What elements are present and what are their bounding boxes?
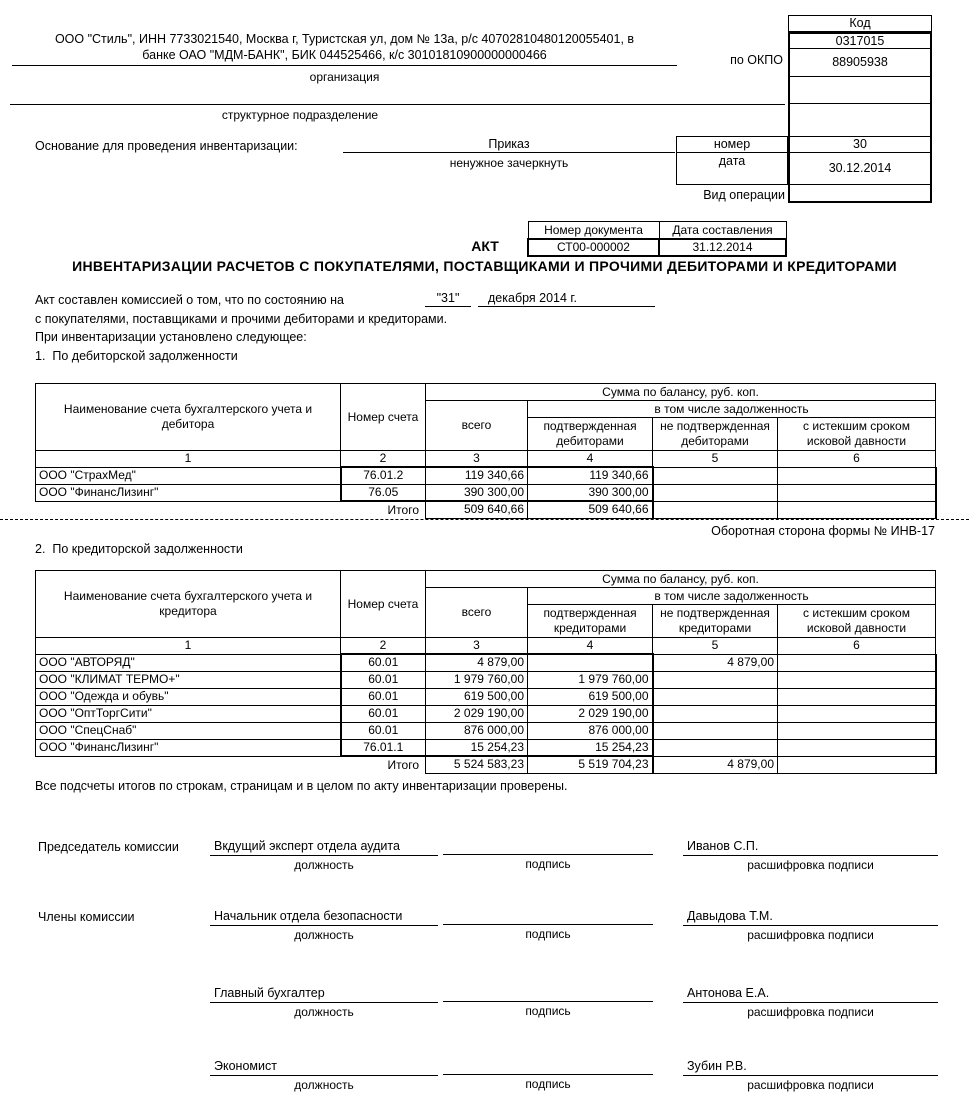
signature-name-value: Давыдова Т.М. [683, 908, 938, 926]
organization-line-2: банке ОАО "МДМ-БАНК", БИК 044525466, к/с 30101810900000000466 [142, 48, 547, 62]
cell-account: 60.01 [341, 705, 426, 722]
intro-line-1 [35, 291, 935, 309]
signature-row-member [38, 908, 938, 950]
cell-account: 60.01 [341, 671, 426, 688]
signature-name-block [683, 985, 938, 1019]
signature-name-block [683, 838, 938, 872]
cell-confirmed: 119 340,66 [528, 467, 653, 484]
col-num: 6 [778, 451, 936, 468]
total-sum: 509 640,66 [426, 501, 528, 518]
sign-caption: подпись [525, 1077, 571, 1091]
signature-row-member [38, 985, 938, 1027]
total-label: Итого [387, 502, 419, 517]
col-header-name: Наименование счета бухгалтерского учета и кредитора [36, 571, 341, 638]
cell-total: 390 300,00 [426, 484, 528, 501]
subdivision-caption: структурное подразделение [221, 108, 379, 122]
col-header-sum: Сумма по балансу, руб. коп. [426, 571, 936, 588]
signature-position-block [210, 1058, 438, 1092]
subdivision-ruled-line [10, 104, 785, 105]
organization-caption: организация [309, 70, 380, 84]
name-caption: расшифровка подписи [747, 858, 874, 872]
cell-unconfirmed [653, 739, 778, 756]
basis-date-value: 30.12.2014 [790, 153, 930, 185]
intro-line-2: с покупателями, поставщиками и прочими дебиторами и кредиторами. [35, 312, 448, 326]
totals-check-note: Все подсчеты итогов по строкам, страницам и в целом по акту инвентаризации проверены. [35, 779, 568, 793]
creditors-table [35, 570, 937, 774]
operation-type-label: Вид операции [703, 188, 785, 202]
signature-sign-block [443, 1058, 653, 1091]
sign-caption: подпись [525, 927, 571, 941]
col-num: 4 [528, 451, 653, 468]
col-header-expired: с истекшим сроком исковой давности [778, 418, 936, 451]
col-header-including: в том числе задолженность [528, 401, 936, 418]
cell-expired [778, 467, 936, 484]
number-date-label-box [676, 136, 788, 185]
cell-confirmed: 619 500,00 [528, 688, 653, 705]
intro-day-value: "31" [425, 291, 471, 307]
basis-value: Приказ [343, 137, 675, 153]
signature-sign-block [443, 985, 653, 1018]
total-unconfirmed: 4 879,00 [653, 756, 778, 773]
col-header-confirmed: подтвержденная дебиторами [528, 418, 653, 451]
col-num: 1 [36, 638, 341, 655]
col-header-total: всего [426, 588, 528, 638]
empty-code-cell [790, 77, 930, 104]
col-header-sum: Сумма по балансу, руб. коп. [426, 384, 936, 401]
act-label: АКТ [471, 238, 499, 254]
cell-confirmed: 876 000,00 [528, 722, 653, 739]
debtors-table [35, 383, 937, 519]
intro-month-value: декабря 2014 г. [478, 291, 655, 307]
cell-total: 4 879,00 [426, 654, 528, 671]
cell-total: 2 029 190,00 [426, 705, 528, 722]
form-code-value: 0317015 [790, 34, 930, 49]
signature-name-block [683, 908, 938, 942]
page-break-dashed-line [0, 519, 969, 520]
col-num: 2 [341, 451, 426, 468]
cell-expired [778, 484, 936, 501]
signature-position-block [210, 838, 438, 872]
signature-sign-block [443, 838, 653, 871]
cell-expired [778, 739, 936, 756]
cell-account: 60.01 [341, 688, 426, 705]
col-num: 4 [528, 638, 653, 655]
cell-account: 76.05 [341, 484, 426, 501]
position-caption: должность [294, 1005, 354, 1019]
cell-creditor-name: ООО "СпецСнаб" [36, 722, 341, 739]
cell-expired [778, 688, 936, 705]
signature-position-value: Начальник отдела безопасности [210, 908, 438, 926]
cell-total: 619 500,00 [426, 688, 528, 705]
cell-expired [778, 722, 936, 739]
signature-name-value: Зубин Р.В. [683, 1058, 938, 1076]
signature-row-member [38, 1058, 938, 1100]
cell-unconfirmed [653, 467, 778, 484]
col-header-account: Номер счета [341, 384, 426, 451]
okpo-value: 88905938 [790, 49, 930, 77]
col-num: 1 [36, 451, 341, 468]
signature-position-value: Вкдущий эксперт отдела аудита [210, 838, 438, 856]
intro-line-3: При инвентаризации установлено следующее: [35, 330, 307, 344]
col-num: 5 [653, 638, 778, 655]
reverse-side-note: Оборотная сторона формы № ИНВ-17 [711, 524, 935, 538]
signature-position-value: Главный бухгалтер [210, 985, 438, 1003]
total-sum: 5 524 583,23 [426, 756, 528, 773]
cell-total: 119 340,66 [426, 467, 528, 484]
cell-expired [778, 671, 936, 688]
cell-expired [778, 654, 936, 671]
signature-line [443, 985, 653, 1002]
cell-total: 1 979 760,00 [426, 671, 528, 688]
cell-creditor-name: ООО "Одежда и обувь" [36, 688, 341, 705]
signature-sign-block [443, 908, 653, 941]
total-unconfirmed [653, 501, 778, 518]
signature-line [443, 1058, 653, 1075]
signature-position-value: Экономист [210, 1058, 438, 1076]
col-header-total: всего [426, 401, 528, 451]
position-caption: должность [294, 858, 354, 872]
basis-label: Основание для проведения инвентаризации: [35, 139, 298, 153]
signature-name-value: Антонова Е.А. [683, 985, 938, 1003]
col-header-expired: с истекшим сроком исковой давности [778, 605, 936, 638]
signature-group-label: Члены комиссии [38, 910, 135, 924]
position-caption: должность [294, 1078, 354, 1092]
signature-name-value: Иванов С.П. [683, 838, 938, 856]
doc-number-value: СТ00-000002 [528, 239, 659, 256]
cell-unconfirmed [653, 484, 778, 501]
name-caption: расшифровка подписи [747, 1005, 874, 1019]
col-header-name: Наименование счета бухгалтерского учета и дебитора [36, 384, 341, 451]
cell-expired [778, 705, 936, 722]
total-expired [778, 501, 936, 518]
cell-total: 15 254,23 [426, 739, 528, 756]
col-num: 2 [341, 638, 426, 655]
section-1-title: 1. По дебиторской задолженности [35, 349, 238, 363]
sign-caption: подпись [525, 857, 571, 871]
document-number-table [527, 221, 787, 257]
total-label: Итого [387, 757, 419, 772]
signature-line [443, 838, 653, 855]
total-confirmed: 509 640,66 [528, 501, 653, 518]
col-header-account: Номер счета [341, 571, 426, 638]
number-label: номер [677, 137, 787, 153]
signature-position-block [210, 908, 438, 942]
doc-number-header: Номер документа [528, 222, 659, 239]
col-header-unconfirmed: не подтвержденная дебиторами [653, 418, 778, 451]
cell-confirmed: 1 979 760,00 [528, 671, 653, 688]
cell-creditor-name: ООО "АВТОРЯД" [36, 654, 341, 671]
cell-unconfirmed [653, 671, 778, 688]
okpo-label: по ОКПО [730, 53, 783, 67]
col-header-confirmed: подтвержденная кредиторами [528, 605, 653, 638]
cell-account: 60.01 [341, 722, 426, 739]
cell-unconfirmed [653, 705, 778, 722]
col-header-including: в том числе задолженность [528, 588, 936, 605]
basis-caption: ненужное зачеркнуть [449, 156, 569, 170]
col-num: 5 [653, 451, 778, 468]
sign-caption: подпись [525, 1004, 571, 1018]
total-confirmed: 5 519 704,23 [528, 756, 653, 773]
cell-confirmed: 2 029 190,00 [528, 705, 653, 722]
code-values-box [788, 32, 932, 203]
cell-confirmed: 390 300,00 [528, 484, 653, 501]
col-num: 3 [426, 638, 528, 655]
signature-line [443, 908, 653, 925]
cell-account: 76.01.1 [341, 739, 426, 756]
cell-creditor-name: ООО "КЛИМАТ ТЕРМО+" [36, 671, 341, 688]
doc-date-header: Дата составления [659, 222, 786, 239]
date-label: дата [718, 154, 746, 168]
name-caption: расшифровка подписи [747, 928, 874, 942]
cell-total: 876 000,00 [426, 722, 528, 739]
cell-account: 76.01.2 [341, 467, 426, 484]
name-caption: расшифровка подписи [747, 1078, 874, 1092]
col-num: 3 [426, 451, 528, 468]
cell-confirmed [528, 654, 653, 671]
cell-unconfirmed [653, 688, 778, 705]
signature-position-block [210, 985, 438, 1019]
code-header-cell: Код [788, 15, 932, 32]
position-caption: должность [294, 928, 354, 942]
signature-row-chairman [38, 838, 938, 880]
organization-line-1: ООО "Стиль", ИНН 7733021540, Москва г, Туристская ул, дом № 13а, р/с 40702810480120055401, в [54, 32, 635, 46]
cell-debtor-name: ООО "ФинансЛизинг" [36, 484, 341, 501]
signature-group-label: Председатель комиссии [38, 840, 179, 854]
organization-block [12, 31, 677, 66]
cell-confirmed: 15 254,23 [528, 739, 653, 756]
total-expired [778, 756, 936, 773]
signature-name-block [683, 1058, 938, 1092]
doc-date-value: 31.12.2014 [659, 239, 786, 256]
col-header-unconfirmed: не подтвержденная кредиторами [653, 605, 778, 638]
section-2-title: 2. По кредиторской задолженности [35, 542, 243, 556]
cell-unconfirmed: 4 879,00 [653, 654, 778, 671]
col-num: 6 [778, 638, 936, 655]
basis-number-value: 30 [790, 137, 930, 153]
operation-type-value [790, 185, 930, 202]
intro-prefix: Акт составлен комиссией о том, что по состоянию на [35, 293, 344, 307]
empty-code-cell [790, 104, 930, 137]
page-title: ИНВЕНТАРИЗАЦИИ РАСЧЕТОВ С ПОКУПАТЕЛЯМИ, ПОСТАВЩИКАМИ И ПРОЧИМИ ДЕБИТОРАМИ И КРЕДИТОРАМИ [72, 258, 897, 274]
cell-creditor-name: ООО "ОптТоргСити" [36, 705, 341, 722]
cell-account: 60.01 [341, 654, 426, 671]
cell-unconfirmed [653, 722, 778, 739]
cell-creditor-name: ООО "ФинансЛизинг" [36, 739, 341, 756]
cell-debtor-name: ООО "СтрахМед" [36, 467, 341, 484]
